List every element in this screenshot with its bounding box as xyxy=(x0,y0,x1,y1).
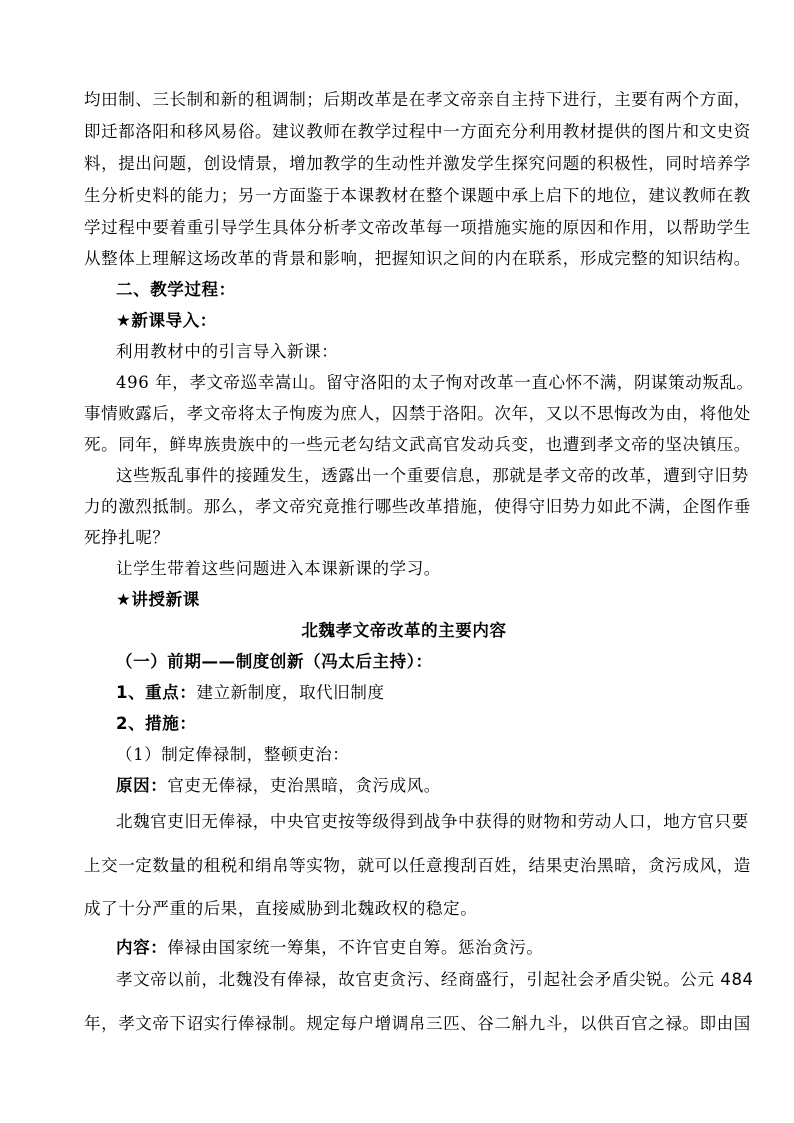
paragraph-line: 孝文帝以前，北魏没有俸禄，故官吏贪污、经商盛行，引起社会矛盾尖锐。公元 484 xyxy=(116,970,754,989)
key-point-line xyxy=(116,683,724,703)
paragraph-line: 死。同年，鲜卑族贵族中的一些元老勾结文武高官发动兵变，也遭到孝文帝的坚决镇压。 xyxy=(84,435,751,454)
content-label: 内容： xyxy=(116,938,168,957)
paragraph-line: 均田制、三长制和新的租调制；后期改革是在孝文帝亲自主持下进行，主要有两个方面， xyxy=(84,90,751,109)
heading-new-lesson-intro: ★新课导入： xyxy=(116,311,217,330)
paragraph-line: 上交一定数量的租税和绢帛等实物，就可以任意搜刮百姓，结果吏治黑暗，贪污成风，造 xyxy=(84,856,751,875)
paragraph-line: 学过程中要着重引导学生具体分析孝文帝改革每一项措施实施的原因和作用，以帮助学生 xyxy=(84,218,751,237)
heading-teach-new-lesson: ★讲授新课 xyxy=(116,590,200,609)
paragraph-line: 让学生带着这些问题进入本课新课的学习。 xyxy=(116,559,441,578)
content-line xyxy=(116,938,724,958)
reason-label: 原因： xyxy=(116,776,168,795)
key-point-text: 建立新制度，取代旧制度 xyxy=(196,683,385,702)
paragraph-line: 料，提出问题，创设情景，增加教学的生动性并激发学生探究问题的积极性，同时培养学 xyxy=(84,154,751,173)
heading-teaching-process: 二、教学过程： xyxy=(116,280,236,299)
paragraph-line: 成了十分严重的后果，直接威胁到北魏政权的稳定。 xyxy=(84,899,478,918)
paragraph-line: 事情败露后，孝文帝将太子恂废为庶人，囚禁于洛阳。次年，又以不思悔改为由，将他处 xyxy=(84,404,751,423)
heading-early-period: （一）前期——制度创新（冯太后主持）： xyxy=(116,652,433,671)
paragraph-line: 北魏官吏旧无俸禄，中央官吏按等级得到战争中获得的财物和劳动人口，地方官只要 xyxy=(116,812,749,831)
paragraph-line: 年，孝文帝下诏实行俸禄制。规定每户增调帛三匹、谷二斛九斗，以供百官之禄。即由国 xyxy=(84,1014,751,1033)
reason-text: 官吏无俸禄，吏治黑暗，贪污成风。 xyxy=(167,776,441,795)
paragraph-line: 从整体上理解这场改革的背景和影响，把握知识之间的内在联系，形成完整的知识结构。 xyxy=(84,249,751,268)
paragraph-line: 生分析史料的能力；另一方面鉴于本课教材在整个课题中承上启下的地位，建议教师在教 xyxy=(84,186,751,205)
paragraph-line: 496 年，孝文帝巡幸嵩山。留守洛阳的太子恂对改革一直心怀不满，阴谋策动叛乱。 xyxy=(116,373,754,392)
paragraph-line: 力的激烈抵制。那么，孝文帝究竟推行哪些改革措施，使得守旧势力如此不满，企图作垂 xyxy=(84,497,751,516)
paragraph-line: 死挣扎呢？ xyxy=(84,528,170,547)
paragraph-line: 这些叛乱事件的接踵发生，透露出一个重要信息，那就是孝文帝的改革，遭到守旧势 xyxy=(116,466,749,485)
intro-lead: 利用教材中的引言导入新课： xyxy=(116,342,339,361)
measures-label: 2、措施： xyxy=(116,714,197,733)
reason-line xyxy=(116,776,724,796)
section-title: 北魏孝文帝改革的主要内容 xyxy=(301,621,507,640)
key-point-label: 1、重点： xyxy=(116,683,197,702)
measure-item: （1）制定俸禄制，整顿吏治： xyxy=(116,745,350,764)
paragraph-line: 即迁都洛阳和移风易俗。建议教师在教学过程中一方面充分利用教材提供的图片和文史资 xyxy=(84,122,751,141)
content-text: 俸禄由国家统一筹集，不许官吏自筹。惩治贪污。 xyxy=(167,938,544,957)
